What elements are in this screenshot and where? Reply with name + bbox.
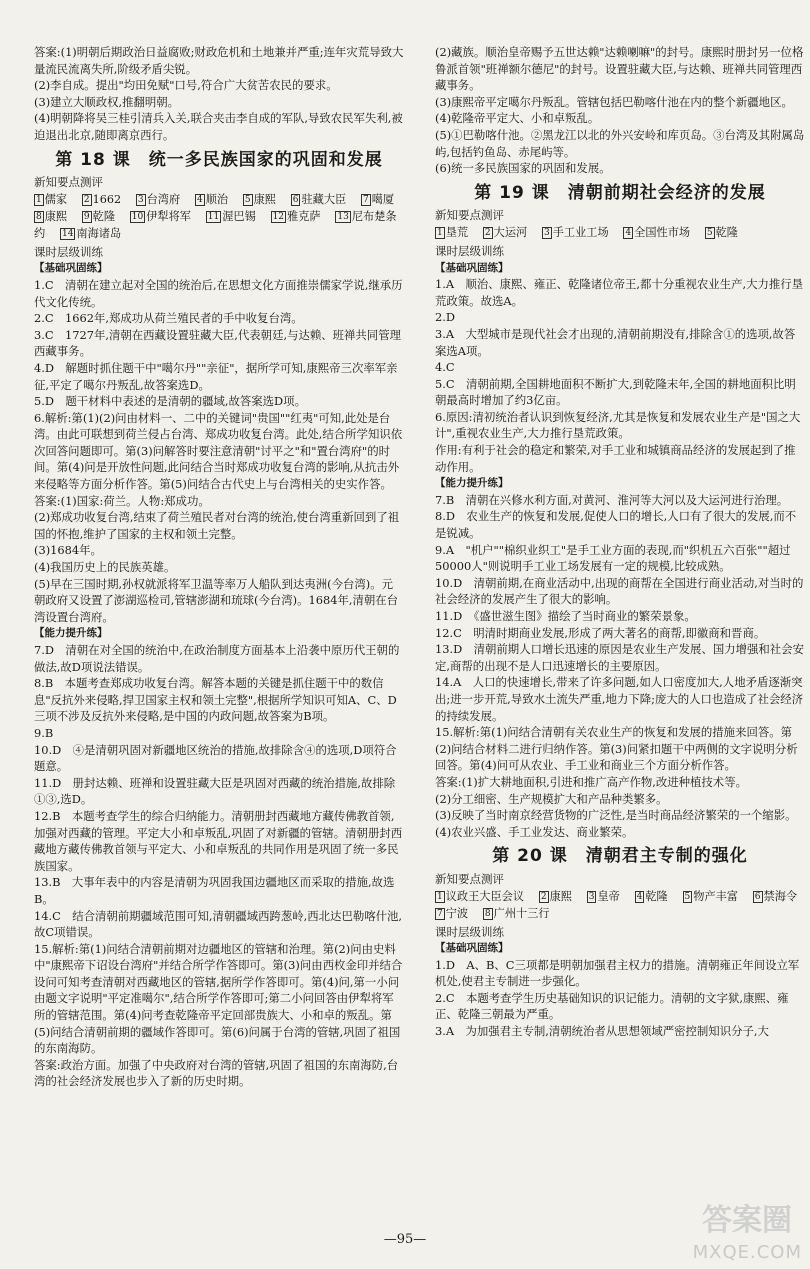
answer-item: 10.D ④是清朝巩固对新疆地区统治的措施,故排除含④的选项,D项符合题意。: [34, 742, 397, 774]
key-point: 5 物产丰富: [684, 889, 738, 903]
key-points-list: [34, 191, 404, 242]
key-point: 13 尼布楚条约: [34, 209, 397, 240]
item-number: 6: [754, 891, 761, 902]
subsection-tag: 【基础巩固练】: [435, 942, 509, 955]
answer-item: 13.D 清朝前期人口增长迅速的原因是农业生产发展、国力增强和社会安定,商帮的出现不是人口迅速增长的主要原因。: [435, 642, 804, 673]
answer-item: 答案:政治方面。加强了中央政府对台湾的管辖,巩固了祖国的东南海防,台湾的社会经济发展也步入了新的历史时期。: [34, 1057, 399, 1089]
key-point: 10 伊犁将军: [131, 209, 191, 223]
key-point: 3 手工业工场: [543, 225, 609, 239]
watermark-logo: 答案圈: [702, 1203, 792, 1238]
answer-item: 13.B 大事年表中的内容是清朝为巩固我国边疆地区而采取的措施,故选B。: [34, 875, 395, 906]
answer-item: (5)早在三国时期,孙权就派将军卫温等率万人船队到达夷洲(今台湾)。元朝政府又设置了澎湖巡检司,管辖澎湖和琉球(今台湾)。1684年,清朝在台湾设置台湾府。: [34, 576, 399, 624]
answer-item: 11.D 《盛世滋生图》描绘了当时商业的繁荣景象。: [435, 609, 696, 623]
key-points-list: [435, 888, 805, 922]
key-point: 1 垦荒: [437, 225, 469, 239]
page-number: —95—: [383, 1232, 427, 1247]
item-number: 3: [137, 194, 144, 205]
item-number: 9: [83, 211, 90, 222]
answer-item: 1.D A、B、C三项都是明朝加强君主权力的措施。清朝雍正年间设立军机处,使君主专制进一步强化。: [435, 957, 800, 989]
key-point: 12 雅克萨: [272, 209, 321, 223]
subsection-tag: 【能力提升练】: [34, 627, 108, 640]
answer-line: (3)康熙帝平定噶尔丹叛乱。管辖包括巴勒喀什池在内的整个新疆地区。: [435, 94, 793, 109]
section-heading: 新知要点测评: [435, 208, 504, 223]
answer-item: 1.A 顺治、康熙、雍正、乾隆诸位帝王,都十分重视农业生产,大力推行垦荒政策。故选A。: [435, 277, 804, 308]
key-point: 1 议政王大臣会议: [437, 889, 525, 903]
key-point: 8 广州十三行: [484, 906, 550, 920]
item-number: 5: [706, 227, 713, 238]
answer-item: 2.C 1662年,郑成功从荷兰殖民者的手中收复台湾。: [34, 311, 303, 326]
item-number: 2: [540, 891, 547, 902]
advanced-answers: [435, 492, 805, 840]
item-number: 5: [244, 194, 251, 205]
item-number: 1: [36, 194, 42, 205]
key-point: 5 康熙: [244, 192, 276, 206]
item-number: 14: [61, 228, 74, 239]
item-number: 4: [196, 194, 203, 205]
answer-item: 11.D 册封达赖、班禅和设置驻藏大臣是巩固对西藏的统治措施,故排除①③,选D。: [34, 775, 396, 807]
section-heading: 新知要点测评: [435, 871, 504, 886]
item-number: 1: [437, 227, 443, 238]
answer-item: 答案:(1)国家:荷兰。人物:郑成功。: [34, 493, 210, 508]
answer-line: (2)藏族。顺治皇帝赐予五世达赖"达赖喇嘛"的封号。康熙时册封另一位格鲁派首领"班禅额尔德尼"的封号。设置驻藏大臣,与达赖、班禅共同管理西藏事务。: [435, 45, 804, 93]
key-point: 7 宁波: [437, 906, 469, 920]
answer-item: 14.A 人口的快速增长,带来了许多问题,如人口密度加大,人地矛盾逐渐突出;进一步开荒,导致水土流失严重,地力下降;庞大的人口也造成了社会经济的持续发展。: [435, 675, 804, 723]
answer-item: 5.D 题干材料中表述的是清朝的疆域,故答案选D项。: [34, 394, 306, 409]
answer-line: (6)统一多民族国家的巩固和发展。: [435, 161, 611, 176]
left-column: [34, 44, 404, 1090]
answer-item: 14.C 结合清朝前期疆域范围可知,清朝疆域西跨葱岭,西北达巴勒喀什池,故C项错误。: [34, 908, 403, 940]
answer-item: 9.B: [34, 725, 54, 740]
answer-line: (4)乾隆帝平定大、小和卓叛乱。: [435, 111, 600, 126]
answer-item: 12.B 本题考查学生的综合归纳能力。清朝册封西藏地方藏传佛教首领,加强对西藏的管理。平定大小和卓叛乱,巩固了对新疆的管辖。清朝册封西藏地方藏传佛教首领与平定大、小和卓叛乱的共同作用是巩固了统一多民族国家。: [34, 808, 403, 873]
answer-item: 5.C 清朝前期,全国耕地面积不断扩大,到乾隆末年,全国的耕地面积比明朝最高时增加了约3亿亩。: [435, 376, 796, 408]
answer-item: 6.解析:第(1)(2)问由材料一、二中的关键词"贵国""红夷"可知,此处是台湾。由此可联想到荷兰侵占台湾、郑成功收复台湾。此处,结合所学知识依次回答问题即可。第(3)问解答时要注意清朝"讨平之"和"置台湾府"的时间。第(4)问是开放性问题,此问结合当时郑成功收复台湾的影响,从抗击外来侵略等方面分析作答。第(5)问结合古代史上与台湾相关的史实作答。: [34, 410, 403, 492]
item-number: 4: [636, 891, 643, 902]
answer-item: 8.B 本题考查郑成功收复台湾。解答本题的关键是抓住题干中的数信息"反抗外来侵略,捍卫国家主权和领土完整",根据所学知识可知A、C、D三项不涉及反抗外来侵略,是中国的内政问题,故答案为B项。: [34, 676, 397, 724]
key-point: 4 全国性市场: [625, 225, 691, 239]
key-point: 2 大运河: [484, 225, 528, 239]
item-number: 7: [363, 194, 369, 205]
item-number: 13: [337, 211, 349, 222]
key-point: 11 渥巴锡: [207, 209, 256, 223]
right-column: [435, 44, 805, 1040]
watermark-url: MXQE.COM: [692, 1242, 802, 1263]
section-heading: 课时层级训练: [435, 243, 504, 258]
subsection-tag: 【能力提升练】: [435, 477, 509, 490]
answer-item: 3.A 大型城市是现代社会才出现的,清朝前期没有,排除含①的选项,故答案选A项。: [435, 326, 796, 358]
answer-item: 15.解析:第(1)问结合清朝有关农业生产的恢复和发展的措施来回答。第(2)问结合材料二进行归纳作答。第(3)问紧扣题干中两侧的文字说明分析回答。第(4)问可从农业、手工业和商业三个方面分析作答。: [435, 725, 798, 773]
item-number: 10: [131, 211, 144, 222]
prev-answer-block: [34, 44, 404, 144]
item-number: 3: [543, 227, 550, 238]
key-points-list: [435, 224, 805, 241]
answer-item: 6.原因:清初统治者认识到恢复经济,尤其是恢复和发展农业生产是"国之大计",重视农业生产,大力推行垦荒政策。: [435, 409, 801, 441]
answer-line: (4)明朝降将吴三桂引清兵入关,联合夹击李自成的军队,导致农民军失利,被迫退出北京,随即离京西行。: [34, 111, 403, 142]
prev-answer-block: [435, 44, 805, 177]
key-point: 6 驻藏大臣: [292, 192, 347, 206]
answer-item: (3)1684年。: [34, 543, 102, 558]
key-point: 4 顺治: [196, 192, 229, 206]
answer-item: (4)我国历史上的民族英雄。: [34, 560, 176, 575]
answer-item: 12.C 明清时期商业发展,形成了两大著名的商帮,即徽商和晋商。: [435, 625, 766, 640]
item-number: 2: [83, 194, 90, 205]
item-number: 7: [437, 908, 443, 919]
key-point: 7 噶厦: [363, 192, 395, 206]
advanced-answers: [34, 642, 404, 1090]
key-point: 14 南海诸岛: [61, 226, 122, 240]
lesson-19-title: 第 19 课 清朝前期社会经济的发展: [474, 182, 766, 203]
basic-answers: [435, 276, 805, 475]
key-point: 3 皇帝: [588, 889, 620, 903]
answer-item: 10.D 清朝前期,在商业活动中,出现的商帮在全国进行商业活动,对当时的社会经济的发展产生了很大的影响。: [435, 575, 804, 607]
item-number: 12: [272, 211, 285, 222]
subsection-tag: 【基础巩固练】: [34, 262, 108, 275]
answer-item: 8.D 农业生产的恢复和发展,促使人口的增长,人口有了很大的发展,而不是锐减。: [435, 509, 797, 541]
item-number: 5: [684, 891, 691, 902]
key-point: 2 康熙: [540, 889, 572, 903]
section-heading: 新知要点测评: [34, 175, 103, 190]
answer-line: (2)李自成。提出"均田免赋"口号,符合广大贫苦农民的要求。: [34, 78, 338, 93]
item-number: 8: [484, 908, 491, 919]
key-point: 2 1662: [83, 192, 122, 206]
key-point: 8 康熙: [36, 209, 68, 223]
key-point: 5 乾隆: [706, 225, 738, 239]
answer-item: (3)反映了当时南京经营货物的广泛性,是当时商品经济繁荣的一个缩影。: [435, 808, 797, 823]
item-number: 6: [292, 194, 299, 205]
basic-answers: [34, 277, 404, 625]
answer-item: 3.A 为加强君主专制,清朝统治者从思想领域严密控制知识分子,大: [435, 1024, 769, 1039]
subsection-tag: 【基础巩固练】: [435, 261, 509, 274]
key-point: 4 乾隆: [636, 889, 668, 903]
answer-item: 7.D 清朝在对全国的统治中,在政治制度方面基本上沿袭中原历代王朝的做法,故D项说法错误。: [34, 643, 400, 674]
answer-line: (5)①巴勒喀什池。②黑龙江以北的外兴安岭和库页岛。③台湾及其附属岛屿,包括钓鱼岛、赤尾屿等。: [435, 127, 805, 159]
answer-item: 4.D 解题时抓住题干中"噶尔丹""亲征"，据所学可知,康熙帝三次率军亲征,平定了噶尔丹叛乱,故答案选D。: [34, 360, 398, 392]
section-heading: 课时层级训练: [435, 924, 504, 939]
key-point: 1 儒家: [36, 192, 68, 206]
answer-line: 答案:(1)明朝后期政治日益腐败;财政危机和土地兼并严重;连年灾荒导致大量流民流离失所,阶级矛盾尖锐。: [34, 45, 404, 76]
item-number: 11: [207, 211, 220, 222]
answer-item: (2)郑成功收复台湾,结束了荷兰殖民者对台湾的统治,使台湾重新回到了祖国的怀抱,维护了国家的主权和领土完整。: [34, 510, 400, 541]
key-point: 6 禁海令: [754, 889, 798, 903]
lesson-20-title: 第 20 课 清朝君主专制的强化: [492, 846, 748, 867]
section-heading: 课时层级训练: [34, 244, 103, 259]
answer-item: 2.D: [435, 310, 456, 325]
basic-answers: [435, 957, 805, 1040]
answer-item: (2)分工细密、生产规模扩大和产品种类繁多。: [435, 791, 668, 806]
answer-line: (3)建立大顺政权,推翻明朝。: [34, 94, 180, 109]
answer-item: 1.C 清朝在建立起对全国的统治后,在思想文化方面推崇儒家学说,继承历代文化传统。: [34, 277, 403, 309]
answer-item: 15.解析:第(1)问结合清朝前期对边疆地区的管辖和治理。第(2)问由史料中"康熙帝下诏设台湾府"并结合所学作答即可。第(3)问由西枚金印并结合设问可知考查清朝对西藏地区的管辖,据所学作答即可。第(4)问,第一小问由题文字说明"平定准噶尔",结合所学作答即可;第二小问回答由伊犁将军所的管辖范围。第(4)问考查乾隆帝平定回部贵族大、小和卓的叛乱。第(5)问结合清朝前期的疆域作答即可。第(6)问属于台湾的管辖,巩固了祖国的东南海防。: [34, 941, 403, 1056]
lesson-18-title: 第 18 课 统一多民族国家的巩固和发展: [55, 149, 383, 170]
item-number: 4: [625, 227, 632, 238]
item-number: 1: [437, 891, 443, 902]
answer-item: 7.B 清朝在兴修水利方面,对黄河、淮河等大河以及大运河进行治理。: [435, 492, 789, 507]
answer-item: 答案:(1)扩大耕地面积,引进和推广高产作物,改进种植技术等。: [435, 774, 747, 789]
answer-item: 作用:有利于社会的稳定和繁荣,对手工业和城镇商品经济的发展起到了推动作用。: [435, 443, 796, 474]
answer-item: 4.C: [435, 360, 455, 375]
item-number: 2: [484, 227, 491, 238]
item-number: 8: [36, 211, 42, 222]
answer-item: (4)农业兴盛、手工业发达、商业繁荣。: [435, 824, 634, 839]
key-point: 3 台湾府: [137, 192, 181, 206]
answer-item: 3.C 1727年,清朝在西藏设置驻藏大臣,代表朝廷,与达赖、班禅共同管理西藏事务。: [34, 327, 401, 359]
answer-item: 9.A "机户""棉织业织工"是手工业方面的表现,而"织机五六百张""超过50000人"则说明手工业工场发展有一定的规模,比较成熟。: [435, 542, 791, 574]
item-number: 3: [588, 891, 595, 902]
key-point: 9 乾隆: [83, 209, 116, 223]
answer-item: 2.C 本题考查学生历史基础知识的识记能力。清朝的文字狱,康熙、雍正、乾隆三朝最为严重。: [435, 990, 789, 1022]
